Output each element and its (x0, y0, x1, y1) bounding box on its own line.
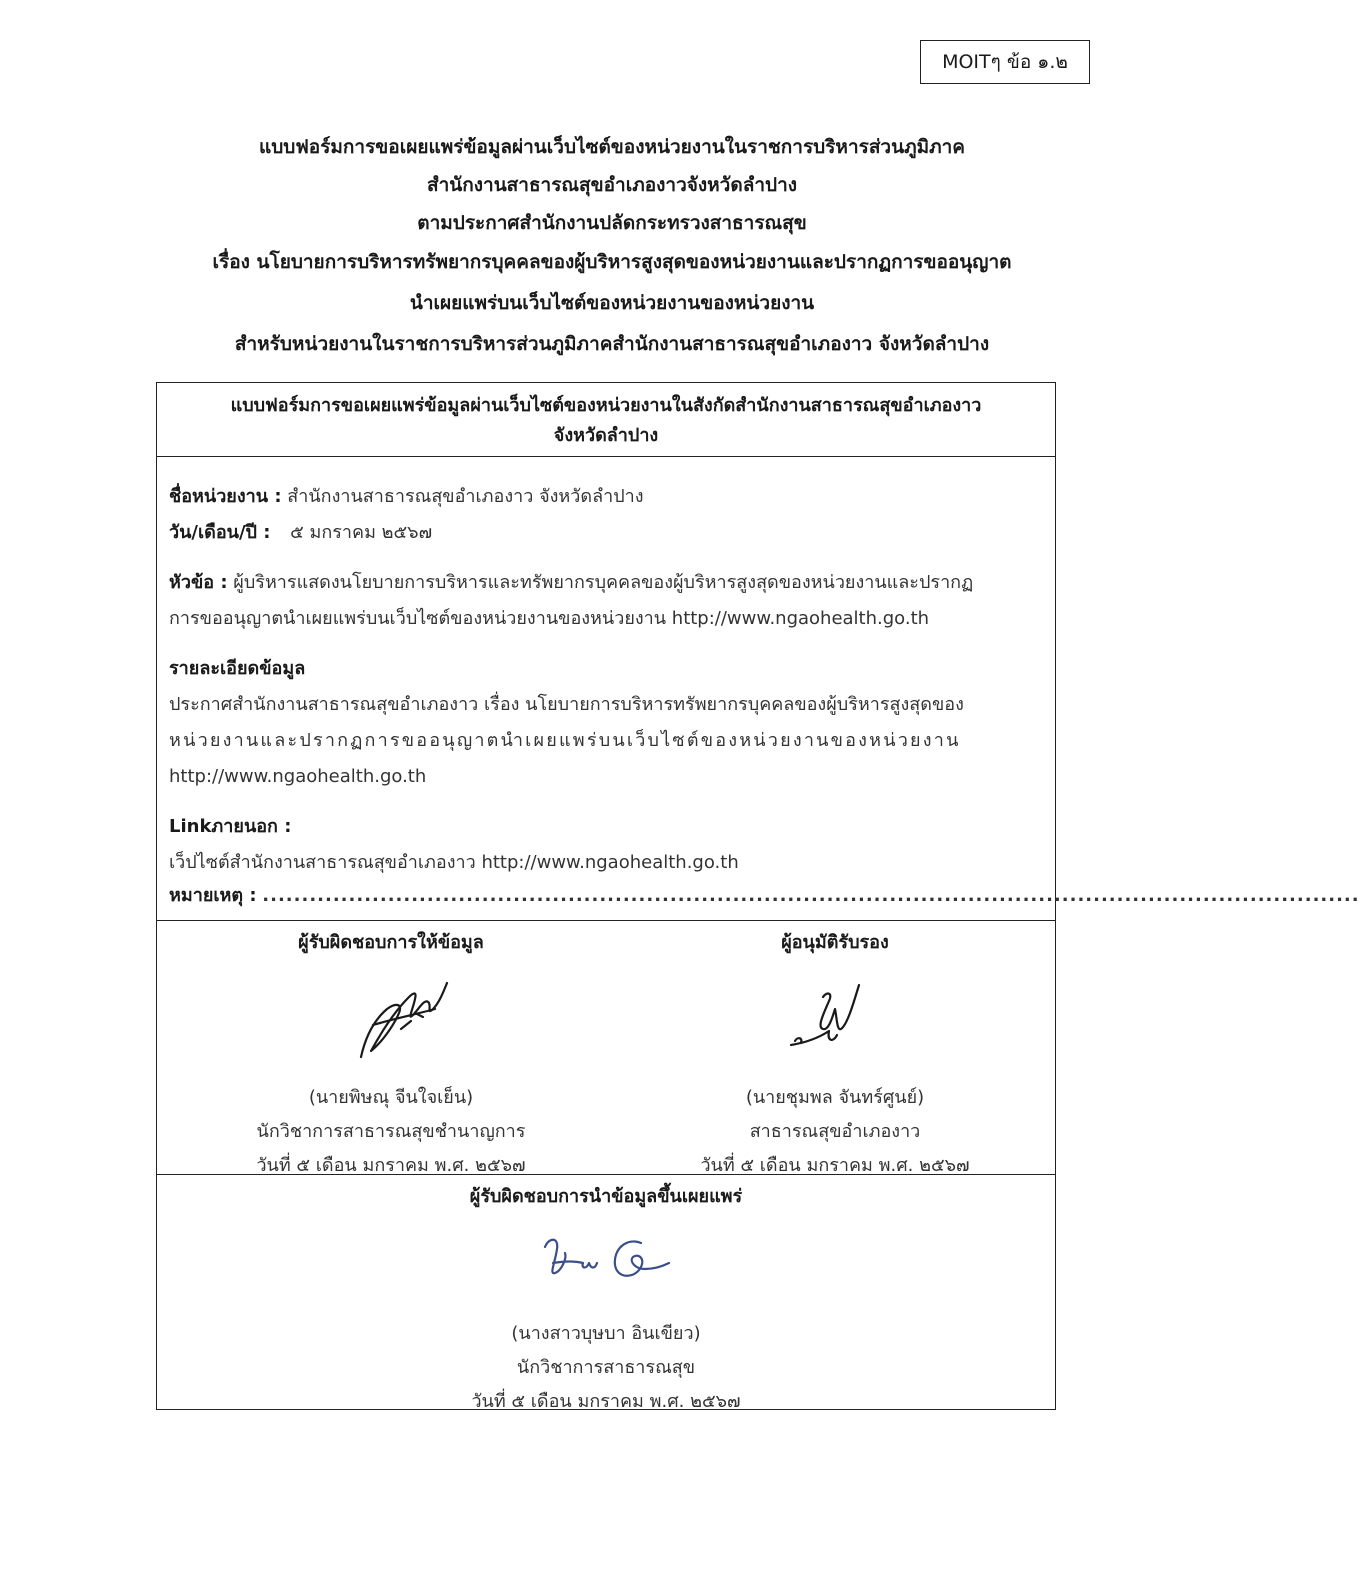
signature-cell (157, 921, 1055, 1175)
provider-title: ผู้รับผิดชอบการให้ข้อมูล (298, 932, 484, 953)
note-row (169, 881, 1360, 911)
provider-name: (นายพิษณุ จีนใจเย็น) (308, 1087, 474, 1108)
heading-line-2: สำนักงานสาธารณสุขอำเภองาวจังหวัดลำปาง (426, 174, 798, 196)
external-link-label: Linkภายนอก : (169, 816, 292, 837)
publisher-cell (157, 1175, 1055, 1412)
topic-value-line-1: ผู้บริหารแสดงนโยบายการบริหารและทรัพยากรบุคคลของผู้บริหารสูงสุดของหน่วยงานและปรากฏ (233, 572, 974, 593)
agency-label: ชื่อหน่วยงาน : (169, 486, 282, 507)
note-label: หมายเหตุ : (169, 885, 257, 906)
signature-icon (343, 969, 463, 1069)
publisher-position: นักวิชาการสาธารณสุข (516, 1357, 696, 1378)
approver-signature-image (615, 963, 1055, 1081)
approver-signature-block (615, 921, 1055, 1183)
provider-position: นักวิชาการสาธารณสุขชำนาญการ (256, 1121, 526, 1142)
heading-line-1: แบบฟอร์มการขอเผยแพร่ข้อมูลผ่านเว็บไซต์ของหน่วยงานในราชการบริหารส่วนภูมิภาค (258, 136, 966, 158)
approver-name: (นายชุมพล จันทร์ศูนย์) (745, 1087, 925, 1108)
detail-label: รายละเอียดข้อมูล (169, 658, 306, 679)
form-title-line-1: แบบฟอร์มการขอเผยแพร่ข้อมูลผ่านเว็บไซต์ของหน่วยงานในสังกัดสำนักงานสาธารณสุขอำเภองาว (230, 395, 982, 416)
date-value: ๕ มกราคม ๒๕๖๗ (290, 522, 433, 543)
form-details-cell (157, 457, 1360, 921)
approver-date: วันที่ ๕ เดือน มกราคม พ.ศ. ๒๕๖๗ (700, 1155, 970, 1176)
topic-value-line-2: การขออนุญาตนำเผยแพร่บนเว็บไซต์ของหน่วยงานของหน่วยงาน http://www.ngaohealth.go.th (169, 608, 930, 629)
form-title-cell (157, 383, 1055, 457)
heading-line-5: นำเผยแพร่บนเว็บไซต์ของหน่วยงานของหน่วยงาน (409, 292, 815, 314)
signature-icon (783, 975, 883, 1065)
date-label: วัน/เดือน/ปี : (169, 522, 271, 543)
publisher-title: ผู้รับผิดชอบการนำข้อมูลขึ้นเผยแพร่ (469, 1186, 743, 1207)
agency-row (169, 479, 1043, 515)
date-row (169, 515, 1043, 551)
heading-line-4: เรื่อง นโยบายการบริหารทรัพยากรบุคคลของผู้บริหารสูงสุดของหน่วยงานและปรากฏการขออนุญาต (212, 251, 1012, 273)
topic-row (169, 565, 1043, 601)
detail-line-2: หน่วยงานและปรากฏการขออนุญาตนำเผยแพร่บนเว็บไซต์ของหน่วยงานของหน่วยงาน (169, 730, 961, 751)
provider-date: วันที่ ๕ เดือน มกราคม พ.ศ. ๒๕๖๗ (256, 1155, 526, 1176)
detail-line-1: ประกาศสำนักงานสาธารณสุขอำเภองาว เรื่อง นโยบายการบริหารทรัพยากรบุคคลของผู้บริหารสูงสุดของ (169, 694, 964, 715)
request-form-table (156, 382, 1360, 1412)
publisher-date: วันที่ ๕ เดือน มกราคม พ.ศ. ๒๕๖๗ (471, 1391, 741, 1412)
topic-label: หัวข้อ : (169, 572, 228, 593)
heading-line-3: ตามประกาศสำนักงานปลัดกระทรวงสาธารณสุข (417, 212, 807, 234)
note-dotted-line: ............................................................................................................................................ (262, 885, 1360, 906)
agency-value: สำนักงานสาธารณสุขอำเภองาว จังหวัดลำปาง (287, 486, 644, 507)
heading-line-6: สำหรับหน่วยงานในราชการบริหารส่วนภูมิภาคสำนักงานสาธารณสุขอำเภองาว จังหวัดลำปาง (234, 333, 990, 355)
signature-icon (535, 1223, 685, 1303)
form-title-line-2: จังหวัดลำปาง (553, 425, 659, 446)
external-link-value[interactable]: เว็ปไซต์สำนักงานสาธารณสุขอำเภองาว http://www.ngaohealth.go.th (169, 852, 739, 873)
publisher-name: (นางสาวบุษบา อินเขียว) (511, 1323, 701, 1344)
provider-signature-image (171, 963, 611, 1081)
approver-title: ผู้อนุมัติรับรอง (781, 932, 889, 953)
document-heading (110, 128, 1114, 365)
publisher-signature-image (157, 1217, 1055, 1317)
approver-position: สาธารณสุขอำเภองาว (749, 1121, 921, 1142)
provider-signature-block (171, 921, 611, 1183)
detail-line-3: http://www.ngaohealth.go.th (169, 766, 427, 787)
document-code-badge: MOITๆ ข้อ ๑.๒ (920, 40, 1090, 84)
